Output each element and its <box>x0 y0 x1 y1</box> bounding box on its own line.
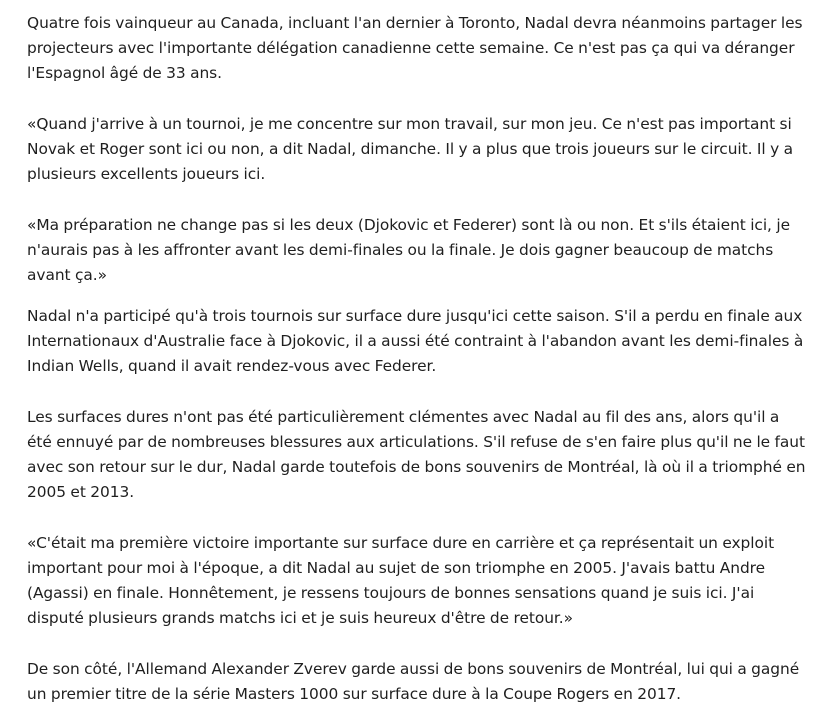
paragraph-5: Les surfaces dures n'ont pas été particulièrement clémentes avec Nadal au fil des ans, alors qu'il a été ennuyé par de nombreuses blessures aux articulations. S'il refuse de s'en faire plus qu'il ne le faut avec son retour sur le dur, Nadal garde toutefois de bons souvenirs de Montréal, là où il a triomphé en 2005 et 2013. <box>27 408 806 501</box>
paragraph-6: «C'était ma première victoire importante sur surface dure en carrière et ça représentait un exploit important pour moi à l'époque, a dit Nadal au sujet de son triomphe en 2005. J'avais battu Andre (Agassi) en finale. Honnêtement, je ressens toujours de bonnes sensations quand je suis ici. J'ai disputé plusieurs grands matchs ici et je suis heureux d'être de retour.» <box>27 534 775 627</box>
paragraph-7: De son côté, l'Allemand Alexander Zverev garde aussi de bons souvenirs de Montréal, lui qui a gagné un premier titre de la série Masters 1000 sur surface dure à la Coupe Rogers en 2017. <box>27 660 800 703</box>
article-body <box>27 11 807 707</box>
paragraph-1: Quatre fois vainqueur au Canada, incluant l'an dernier à Toronto, Nadal devra néanmoins partager les projecteurs avec l'importante délégation canadienne cette semaine. Ce n'est pas ça qui va déranger l'Espagnol âgé de 33 ans. <box>27 14 803 82</box>
paragraph-4: Nadal n'a participé qu'à trois tournois sur surface dure jusqu'ici cette saison. S'il a perdu en finale aux Internationaux d'Australie face à Djokovic, il a aussi été contraint à l'abandon avant les demi-finales à Indian Wells, quand il avait rendez-vous avec Federer. <box>27 307 804 375</box>
paragraph-3: «Ma préparation ne change pas si les deux (Djokovic et Federer) sont là ou non. Et s'ils étaient ici, je n'aurais pas à les affronter avant les demi-finales ou la finale. Je dois gagner beaucoup de matchs avant ça.» <box>27 216 790 284</box>
paragraph-2: «Quand j'arrive à un tournoi, je me concentre sur mon travail, sur mon jeu. Ce n'est pas important si Novak et Roger sont ici ou non, a dit Nadal, dimanche. Il y a plus que trois joueurs sur le circuit. Il y a plusieurs excellents joueurs ici. <box>27 115 793 183</box>
